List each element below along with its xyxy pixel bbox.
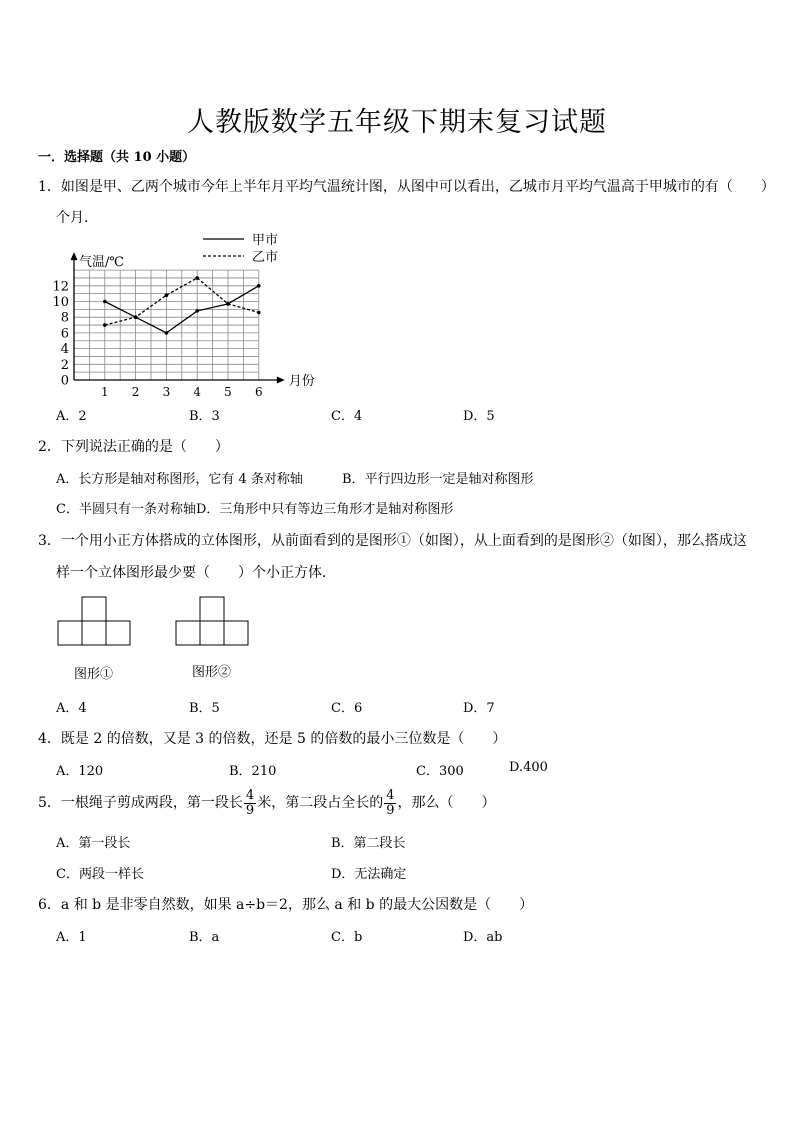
q4-option-b[interactable]: B．210 (229, 764, 277, 779)
q2-stem: 2．下列说法正确的是（ ） (38, 439, 229, 455)
q1-option-d[interactable]: D．5 (463, 409, 495, 424)
q3-option-a[interactable]: A．4 (56, 701, 87, 716)
q1-option-b[interactable]: B．3 (189, 409, 220, 424)
figure-2-label: 图形② (192, 665, 232, 680)
series-2-point (165, 293, 169, 297)
y-tick-label: 4 (60, 342, 69, 358)
q4-stem: 4．既是 2 的倍数，又是 3 的倍数，还是 5 的倍数的最小三位数是（ ） (38, 731, 507, 747)
q3-option-b[interactable]: B．5 (189, 701, 220, 716)
q5-option-b[interactable]: B．第二段长 (331, 836, 406, 851)
q4-option-c[interactable]: C．300 (416, 764, 464, 779)
chart-grid (74, 270, 259, 380)
x-tick-label: 5 (224, 385, 232, 399)
q5-option-a[interactable]: A．第一段长 (56, 836, 131, 851)
figure-1-cube-2 (82, 621, 106, 645)
series-2-point (195, 276, 199, 280)
figure-2-top-view (174, 594, 254, 648)
q6-option-d[interactable]: D．ab (463, 930, 503, 945)
page-title: 人教版数学五年级下期末复习试题 (187, 107, 607, 138)
chart-axes (71, 252, 315, 389)
figure-2-cube-2 (200, 621, 224, 645)
q4-option-d[interactable]: D.400 (509, 760, 548, 775)
x-tick-label: 6 (254, 385, 263, 399)
x-axis-arrow (277, 377, 285, 384)
q1-option-a[interactable]: A．2 (56, 409, 87, 424)
q1-stem-line2: 个月． (56, 210, 98, 226)
q3-stem-line2: 样一个立体图形最少要（ ）个小正方体． (56, 565, 336, 581)
figure-2-cube-top (200, 597, 224, 621)
figure-2-cube-3 (224, 621, 248, 645)
q6-option-c[interactable]: C．b (331, 930, 363, 945)
q1-option-c[interactable]: C．4 (331, 409, 363, 424)
y-tick-label: 12 (52, 279, 69, 295)
figure-1-label: 图形① (74, 667, 114, 682)
x-tick-label: 3 (162, 385, 171, 399)
series-1-point (257, 284, 261, 288)
q2-option-a[interactable]: A．长方形是轴对称图形，它有 4 条对称轴 (56, 472, 303, 487)
q5-fraction-2-numerator: 4 (386, 787, 395, 803)
series-1-point (165, 331, 169, 335)
temperature-chart (40, 228, 360, 400)
y-tick-label: 2 (60, 357, 69, 373)
q5-option-c[interactable]: C．两段一样长 (56, 867, 144, 882)
y-axis-arrow (71, 252, 78, 260)
q3-option-c[interactable]: C．6 (331, 701, 363, 716)
y-axis-label: 气温/℃ (79, 255, 124, 271)
series-2-point (226, 302, 230, 306)
y-tick-label: 6 (60, 326, 69, 342)
figure-1-front-view (56, 594, 136, 648)
y-tick-label: 10 (52, 295, 69, 310)
q4-option-a[interactable]: A．120 (56, 764, 104, 779)
q5-stem-part3: ，那么（ ） (397, 795, 496, 811)
q5-fraction-1-denominator: 9 (245, 802, 255, 818)
q5-stem (38, 788, 495, 818)
q5-fraction-1-numerator: 4 (245, 787, 255, 803)
q6-stem: 6．a 和 b 是非零自然数，如果 a÷b＝2，那么 a 和 b 的最大公因数是（ ） (38, 897, 534, 913)
x-axis-label: 月份 (288, 374, 315, 389)
q5-stem-part1: 5．一根绳子剪成两段，第一段长 (38, 795, 243, 811)
series-2-point (257, 311, 261, 315)
figure-1-cube-3 (106, 621, 130, 645)
chart-ticks (52, 279, 262, 399)
q6-option-b[interactable]: B．a (189, 930, 220, 945)
q1-stem-line1: 1．如图是甲、乙两个城市今年上半年月平均气温统计图，从图中可以看出，乙城市月平均气温高于甲城市的有（ ） (38, 179, 775, 195)
q6-option-a[interactable]: A．1 (56, 930, 87, 945)
q5-option-d[interactable]: D．无法确定 (331, 867, 407, 882)
q3-option-d[interactable]: D．7 (463, 701, 495, 716)
q3-stem-line1: 3．一个用小正方体搭成的立体图形，从前面看到的是图形①（如图），从上面看到的是图形②（如图），那么搭成这 (38, 533, 747, 549)
figure-2-cube-1 (176, 621, 200, 645)
series-1-point (195, 309, 199, 313)
q5-fraction-1 (244, 789, 256, 818)
chart-legend (203, 233, 278, 265)
x-tick-label: 1 (100, 385, 109, 399)
legend-label-2: 乙市 (252, 250, 279, 265)
q5-fraction-2-denominator: 9 (386, 802, 395, 818)
q2-option-cd[interactable]: C．半圆只有一条对称轴D．三角形中只有等边三角形才是轴对称图形 (56, 502, 454, 517)
y-tick-label: 0 (60, 373, 69, 389)
series-2-point (134, 315, 138, 319)
q2-option-b[interactable]: B．平行四边形一定是轴对称图形 (342, 472, 534, 487)
y-tick-label: 8 (60, 310, 69, 326)
series-2-point (103, 323, 107, 327)
figure-1-cube-1 (58, 621, 82, 645)
series-1-point (103, 300, 107, 304)
figure-1-cube-top (82, 597, 106, 621)
q5-fraction-2 (384, 789, 396, 818)
x-tick-label: 4 (193, 385, 202, 399)
legend-label-1: 甲市 (252, 233, 279, 248)
section-heading: 一．选择题（共 10 小题） (38, 150, 196, 165)
x-tick-label: 2 (131, 385, 140, 399)
q5-stem-part2: 米，第二段占全长的 (257, 795, 384, 811)
